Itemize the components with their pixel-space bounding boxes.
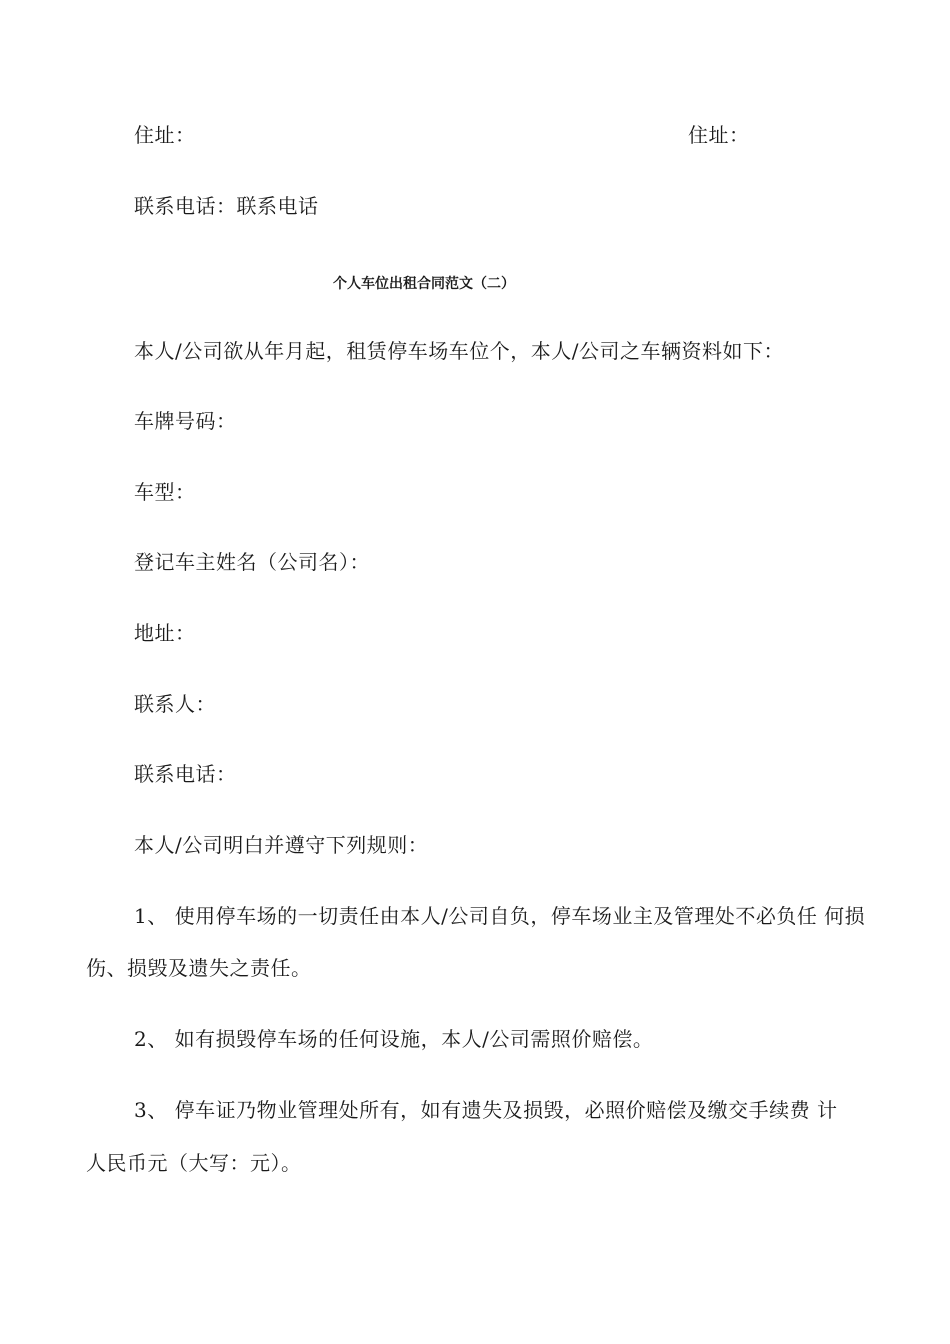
rule-1-line-1: 1、 使用停车场的一切责任由本人/公司自负，停车场业主及管理处不必负任 何损 [134,904,866,928]
field-vehicle-model: 车型： [134,480,196,504]
rule-1-line-2: 伤、损毁及遗失之责任。 [86,956,312,980]
field-owner-name: 登记车主姓名（公司名）： [134,550,370,574]
field-address: 地址： [134,621,196,645]
rule-3-line-1: 3、 停车证乃物业管理处所有，如有遗失及损毁，必照价赔偿及缴交手续费 计 [134,1098,838,1122]
rule-3-line-2: 人民币元（大写：元）。 [86,1151,302,1175]
section-title: 个人车位出租合同范文（二） [333,276,515,292]
phone-line: 联系电话：联系电话 [134,194,319,218]
address-label-right: 住址： [688,123,750,147]
address-label-left: 住址： [134,123,196,147]
field-phone: 联系电话： [134,762,237,786]
rule-2-line-1: 2、 如有损毁停车场的任何设施，本人/公司需照价赔偿。 [134,1027,654,1051]
intro-paragraph: 本人/公司欲从年月起，租赁停车场车位个，本人/公司之车辆资料如下： [134,339,784,363]
field-plate-number: 车牌号码： [134,409,237,433]
field-contact-person: 联系人： [134,692,216,716]
rules-heading: 本人/公司明白并遵守下列规则： [134,833,429,857]
